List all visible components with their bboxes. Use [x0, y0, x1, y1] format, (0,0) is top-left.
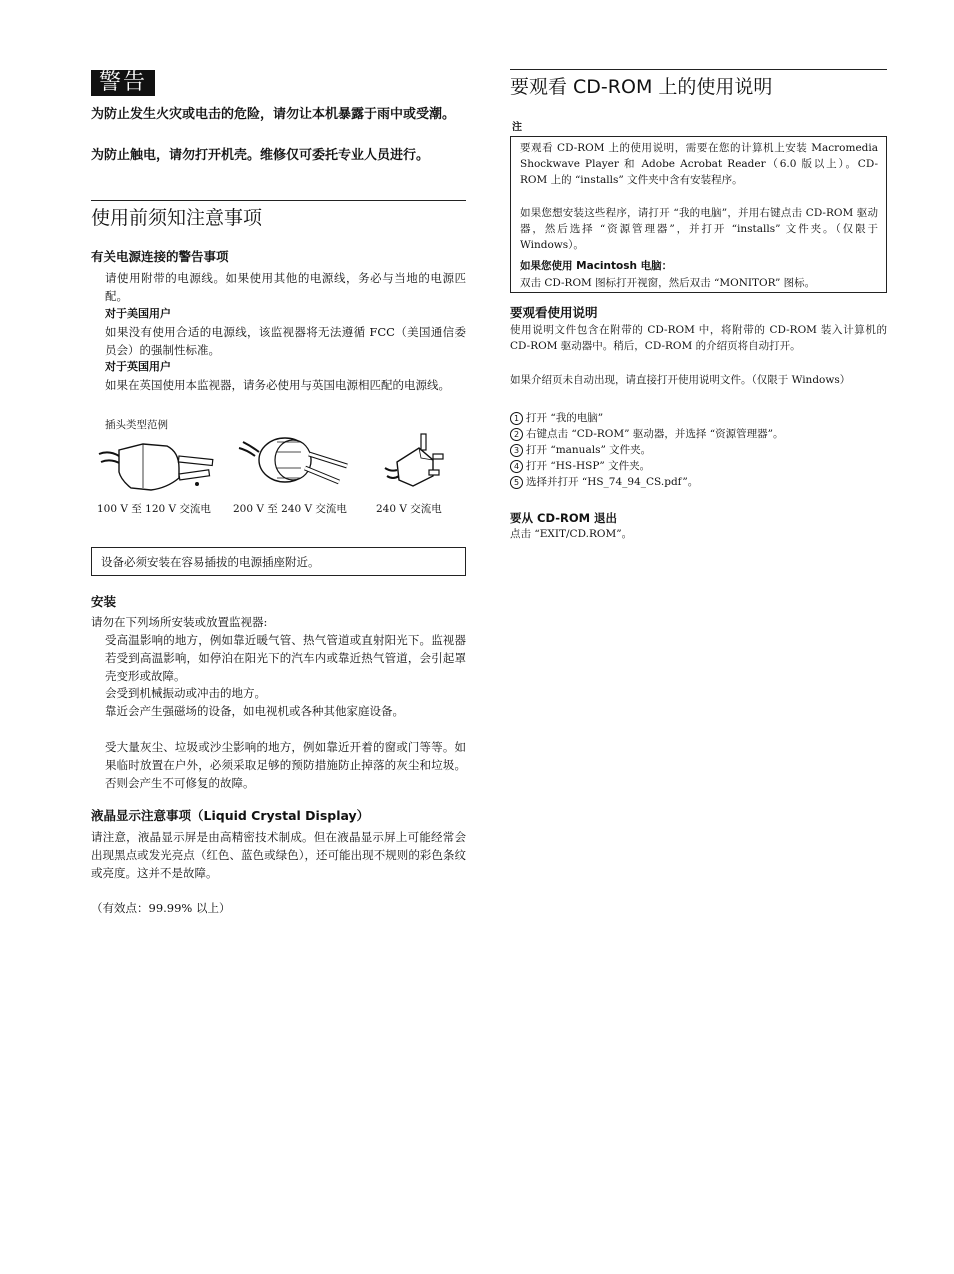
step-number: 4: [510, 460, 523, 473]
mac-title: 如果您使用 Macintosh 电脑：: [520, 260, 673, 272]
install-title: 安装: [91, 594, 117, 609]
plug-eu-icon: [237, 430, 353, 496]
lcd-effective: （有效点：99.99% 以上）: [91, 901, 231, 915]
power-title: 有关电源连接的警告事项: [91, 249, 229, 264]
warning-paragraph-2: 为防止触电，请勿打开机壳。维修仅可委托专业人员进行。: [91, 148, 430, 163]
step-text: 打开 “我的电脑”: [526, 412, 604, 424]
step-3: [510, 442, 651, 458]
note-label: 注: [512, 122, 522, 133]
step-number: 5: [510, 476, 523, 489]
step-number: 2: [510, 428, 523, 441]
plug-label-uk: 240 V 交流电: [376, 503, 442, 515]
uk-users-text: 如果在英国使用本监视器，请务必使用与英国电源相匹配的电源线。: [105, 378, 450, 392]
exit-title: 要从 CD-ROM 退出: [510, 511, 618, 525]
view-paragraph-2: 如果介绍页未自动出现，请直接打开使用说明文件。（仅限于 Windows）: [510, 374, 851, 386]
install-item-3: 靠近会产生强磁场的设备，如电视机或各种其他家庭设备。: [105, 704, 404, 718]
uk-users-title: 对于英国用户: [105, 360, 171, 373]
power-intro: 请使用附带的电源线。如果使用其他的电源线，务必与当地的电源匹配。: [105, 271, 466, 303]
socket-note: 设备必须安装在容易插拔的电源插座附近。: [101, 555, 320, 569]
step-2: [510, 426, 783, 442]
step-4: [510, 458, 650, 474]
install-item-4: 受大量灰尘、垃圾或沙尘影响的地方，例如靠近开着的窗或门等等。如果临时放置在户外，必须采取足够的预防措施防止掉落的灰尘和垃圾。否则会产生不可修复的故障。: [105, 740, 466, 790]
lcd-text: 请注意，液晶显示屏是由高精密技术制成。但在液晶显示屏上可能经常会出现黑点或发光亮点（红色、蓝色或绿色），还可能出现不规则的彩色条纹或亮度。这并不是故障。: [91, 830, 466, 880]
lcd-title: 液晶显示注意事项（Liquid Crystal Display）: [91, 808, 370, 823]
plug-uk-icon: [383, 430, 445, 492]
step-text: 选择并打开 “HS_74_94_CS.pdf”。: [526, 476, 699, 488]
step-number: 3: [510, 444, 523, 457]
plug-caption: 插头类型范例: [105, 419, 168, 431]
warning-title: 警告: [91, 70, 155, 96]
step-number: 1: [510, 412, 523, 425]
plug-label-us: 100 V 至 120 V 交流电: [97, 503, 211, 515]
divider: [510, 69, 887, 70]
cdrom-title: 要观看 CD-ROM 上的使用说明: [510, 76, 773, 98]
view-title: 要观看使用说明: [510, 305, 598, 320]
socket-note-box: [91, 547, 466, 576]
divider: [91, 200, 466, 201]
install-item-1: 受高温影响的地方，例如靠近暖气管、热气管道或直射阳光下。监视器若受到高温影响，如停泊在阳光下的汽车内或靠近热气管道，会引起罩壳变形或故障。: [105, 633, 466, 683]
note-paragraph-1: 要观看 CD-ROM 上的使用说明，需要在您的计算机上安装 Macromedia Shockwave Player 和 Adobe Acrobat Reader（6.0 版以上）。CD-ROM 上的 “installs” 文件夹中含有安装程序。: [520, 142, 878, 186]
install-intro: 请勿在下列场所安装或放置监视器:: [91, 615, 268, 629]
plug-label-eu: 200 V 至 240 V 交流电: [233, 503, 347, 515]
mac-text: 双击 CD-ROM 图标打开视窗，然后双击 “MONITOR” 图标。: [520, 277, 816, 289]
precautions-title: 使用前须知注意事项: [91, 207, 263, 229]
us-users-text: 如果没有使用合适的电源线，该监视器将无法遵循 FCC（美国通信委员会）的强制性标准。: [105, 325, 466, 357]
install-item-2: 会受到机械振动或冲击的地方。: [105, 686, 266, 700]
exit-text: 点击 “EXIT/CD.ROM”。: [510, 528, 633, 540]
step-text: 打开 “manuals” 文件夹。: [526, 444, 652, 456]
plug-us-icon: [97, 432, 221, 496]
note-paragraph-2: 如果您想安装这些程序，请打开 “我的电脑”，并用右键点击 CD-ROM 驱动器，然后选择 “资源管理器”，并打开 “installs” 文件夹。（仅限于 Windows）。: [520, 207, 878, 251]
us-users-title: 对于美国用户: [105, 307, 171, 320]
step-1: [510, 410, 603, 426]
note-box: [510, 136, 887, 293]
step-5: [510, 474, 698, 490]
step-text: 右键点击 “CD-ROM” 驱动器，并选择 “资源管理器”。: [526, 428, 784, 440]
view-paragraph-1: 使用说明文件包含在附带的 CD-ROM 中，将附带的 CD-ROM 装入计算机的 CD-ROM 驱动器中。稍后，CD-ROM 的介绍页将自动打开。: [510, 324, 887, 352]
warning-paragraph-1: 为防止发生火灾或电击的危险，请勿让本机暴露于雨中或受潮。: [91, 107, 456, 122]
step-text: 打开 “HS-HSP” 文件夹。: [526, 460, 651, 472]
